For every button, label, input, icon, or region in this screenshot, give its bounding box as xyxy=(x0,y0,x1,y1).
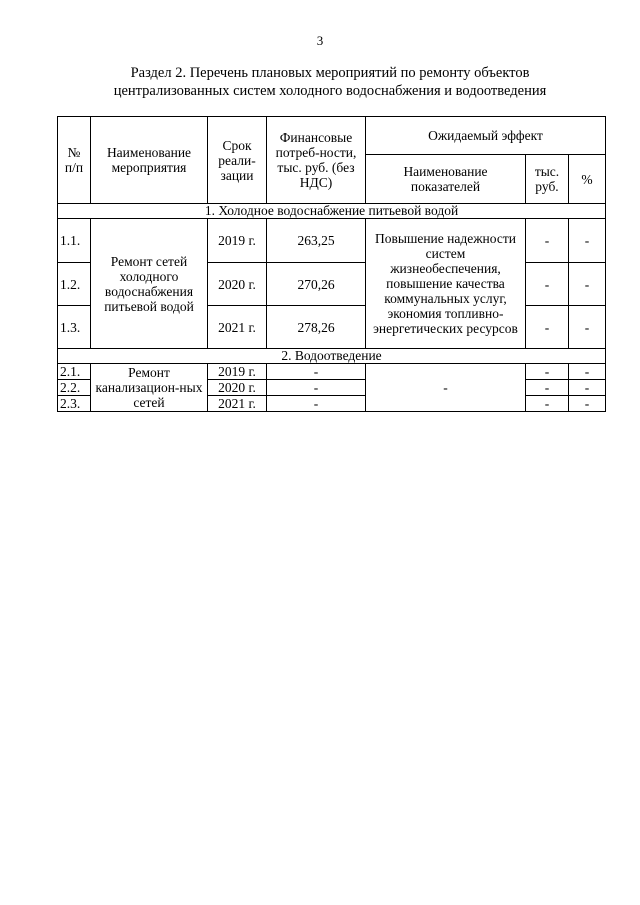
section-2-title: 2. Водоотведение xyxy=(58,349,606,364)
row-num: 1.1. xyxy=(58,219,91,263)
row-pct: - xyxy=(569,219,606,263)
row-finance: - xyxy=(267,364,366,380)
activities-table xyxy=(57,116,606,412)
row-rub: - xyxy=(526,306,569,349)
row-finance: - xyxy=(267,396,366,412)
heading-line-2: централизованных систем холодного водоснабжения и водоотведения xyxy=(113,83,547,99)
page-number: 3 xyxy=(316,33,324,48)
row-term: 2021 г. xyxy=(208,306,267,349)
header-percent: % xyxy=(569,155,606,204)
row-rub: - xyxy=(526,364,569,380)
row-rub: - xyxy=(526,380,569,396)
header-expected-effect: Ожидаемый эффект xyxy=(366,117,606,155)
row-pct: - xyxy=(569,396,606,412)
row-term: 2019 г. xyxy=(208,219,267,263)
row-pct: - xyxy=(569,263,606,306)
row-rub: - xyxy=(526,219,569,263)
heading-line-1: Раздел 2. Перечень плановых мероприятий по ремонту объектов xyxy=(130,65,530,81)
row-rub: - xyxy=(526,396,569,412)
header-term: Срок реали-зации xyxy=(208,117,267,204)
row-num: 2.3. xyxy=(58,396,91,412)
row-finance: 263,25 xyxy=(267,219,366,263)
row-num: 2.2. xyxy=(58,380,91,396)
row-pct: - xyxy=(569,380,606,396)
header-num: № п/п xyxy=(58,117,91,204)
row-num: 1.3. xyxy=(58,306,91,349)
row-num: 2.1. xyxy=(58,364,91,380)
header-activity-name: Наименование мероприятия xyxy=(91,117,208,204)
section-1-title: 1. Холодное водоснабжение питьевой водой xyxy=(58,204,606,219)
row-term: 2019 г. xyxy=(208,364,267,380)
header-thousand-rub: тыс. руб. xyxy=(526,155,569,204)
row-pct: - xyxy=(569,306,606,349)
row-pct: - xyxy=(569,364,606,380)
row-finance: 270,26 xyxy=(267,263,366,306)
row-term: 2020 г. xyxy=(208,380,267,396)
row-term: 2020 г. xyxy=(208,263,267,306)
row-finance: - xyxy=(267,380,366,396)
section-2-activity: Ремонт канализацион-ных сетей xyxy=(91,364,208,412)
section-2-indicator: - xyxy=(366,364,526,412)
header-finance: Финансовые потреб-ности, тыс. руб. (без НДС) xyxy=(267,117,366,204)
row-num: 1.2. xyxy=(58,263,91,306)
section-1-indicator: Повышение надежности систем жизнеобеспечения, повышение качества коммунальных услуг, экономия топливно-энергетических ресурсов xyxy=(366,219,526,349)
header-indicator-name: Наименование показателей xyxy=(366,155,526,204)
section-1-activity: Ремонт сетей холодного водоснабжения питьевой водой xyxy=(91,219,208,349)
row-rub: - xyxy=(526,263,569,306)
row-term: 2021 г. xyxy=(208,396,267,412)
row-finance: 278,26 xyxy=(267,306,366,349)
section-heading xyxy=(60,64,600,100)
